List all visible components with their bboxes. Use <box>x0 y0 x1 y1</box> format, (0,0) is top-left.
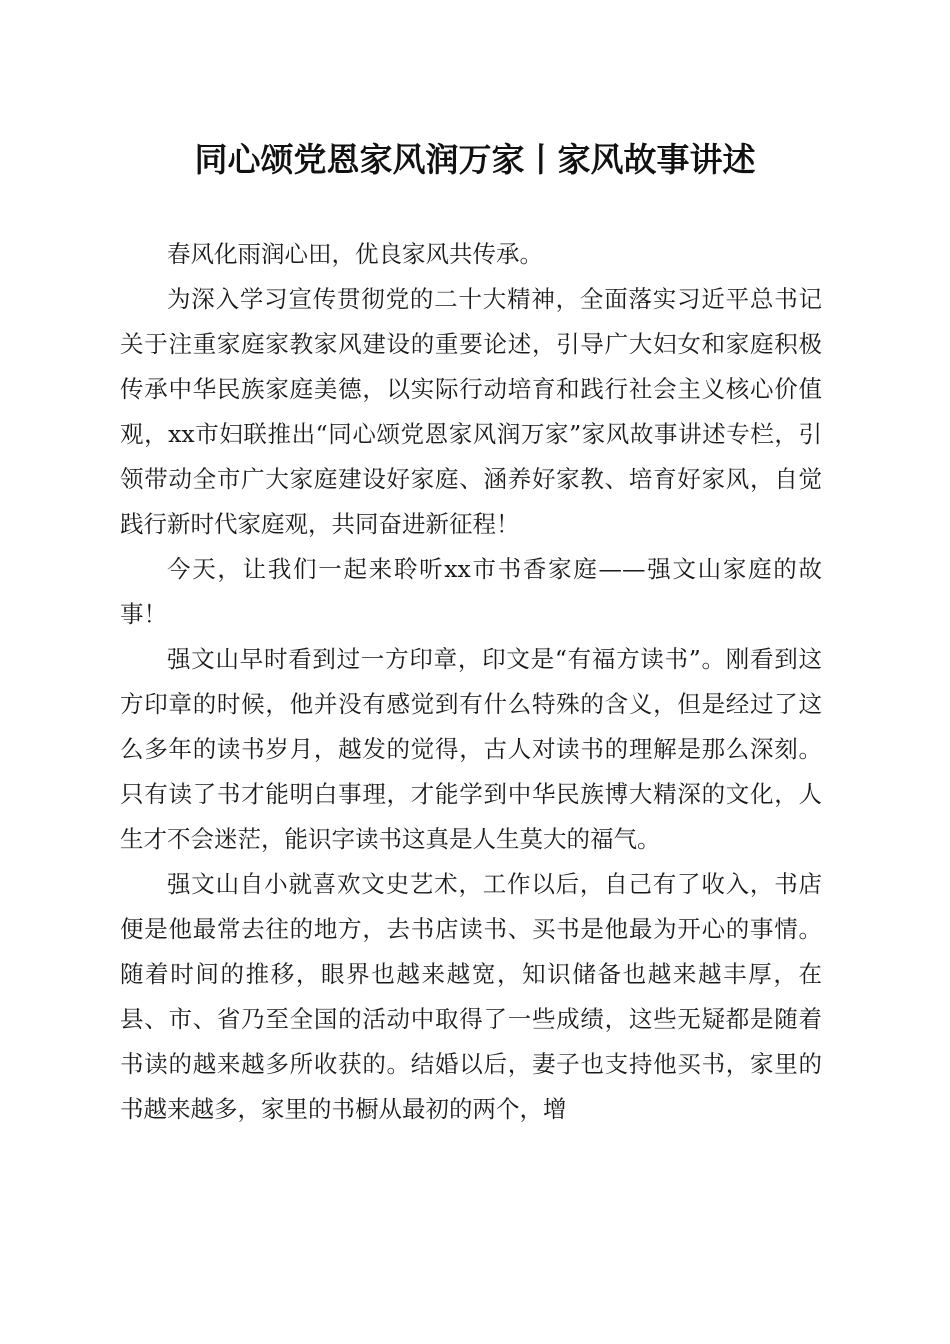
paragraph-intro: 春风化雨润心田，优良家风共传承。 <box>167 240 543 268</box>
paragraph-invitation: 今天，让我们一起来聆听xx市书香家庭——强文山家庭的故事！ <box>120 555 822 628</box>
paragraph-background: 为深入学习宣传贯彻党的二十大精神，全面落实习近平总书记关于注重家庭家教家风建设的重要论述，引导广大妇女和家庭积极传承中华民族家庭美德，以实际行动培育和践行社会主义核心价值观，xx市妇联推出“同心颂党恩家风润万家”家风故事讲述专栏，引领带动全市广大家庭建设好家庭、涵养好家教、培育好家风，自觉践行新时代家庭观，共同奋进新征程！ <box>120 285 822 538</box>
document-title: 同心颂党恩家风润万家丨家风故事讲述 <box>194 140 756 179</box>
paragraph-seal-story: 强文山早时看到过一方印章，印文是“有福方读书”。刚看到这方印章的时候，他并没有感觉到有什么特殊的含义，但是经过了这么多年的读书岁月，越发的觉得，古人对读书的理解是那么深刻。只有读了书才能明白事理，才能学到中华民族博大精深的文化，人生才不会迷茫，能识字读书这真是人生莫大的福气。 <box>120 645 822 853</box>
document-body <box>120 232 822 1132</box>
paragraph-reading-life: 强文山自小就喜欢文史艺术，工作以后，自己有了收入，书店便是他最常去往的地方，去书店读书、买书是他最为开心的事情。随着时间的推移，眼界也越来越宽，知识储备也越来越丰厚，在县、市、省乃至全国的活动中取得了一些成绩，这些无疑都是随着书读的越来越多所收获的。结婚以后，妻子也支持他买书，家里的书越来越多，家里的书橱从最初的两个，增 <box>120 870 822 1123</box>
